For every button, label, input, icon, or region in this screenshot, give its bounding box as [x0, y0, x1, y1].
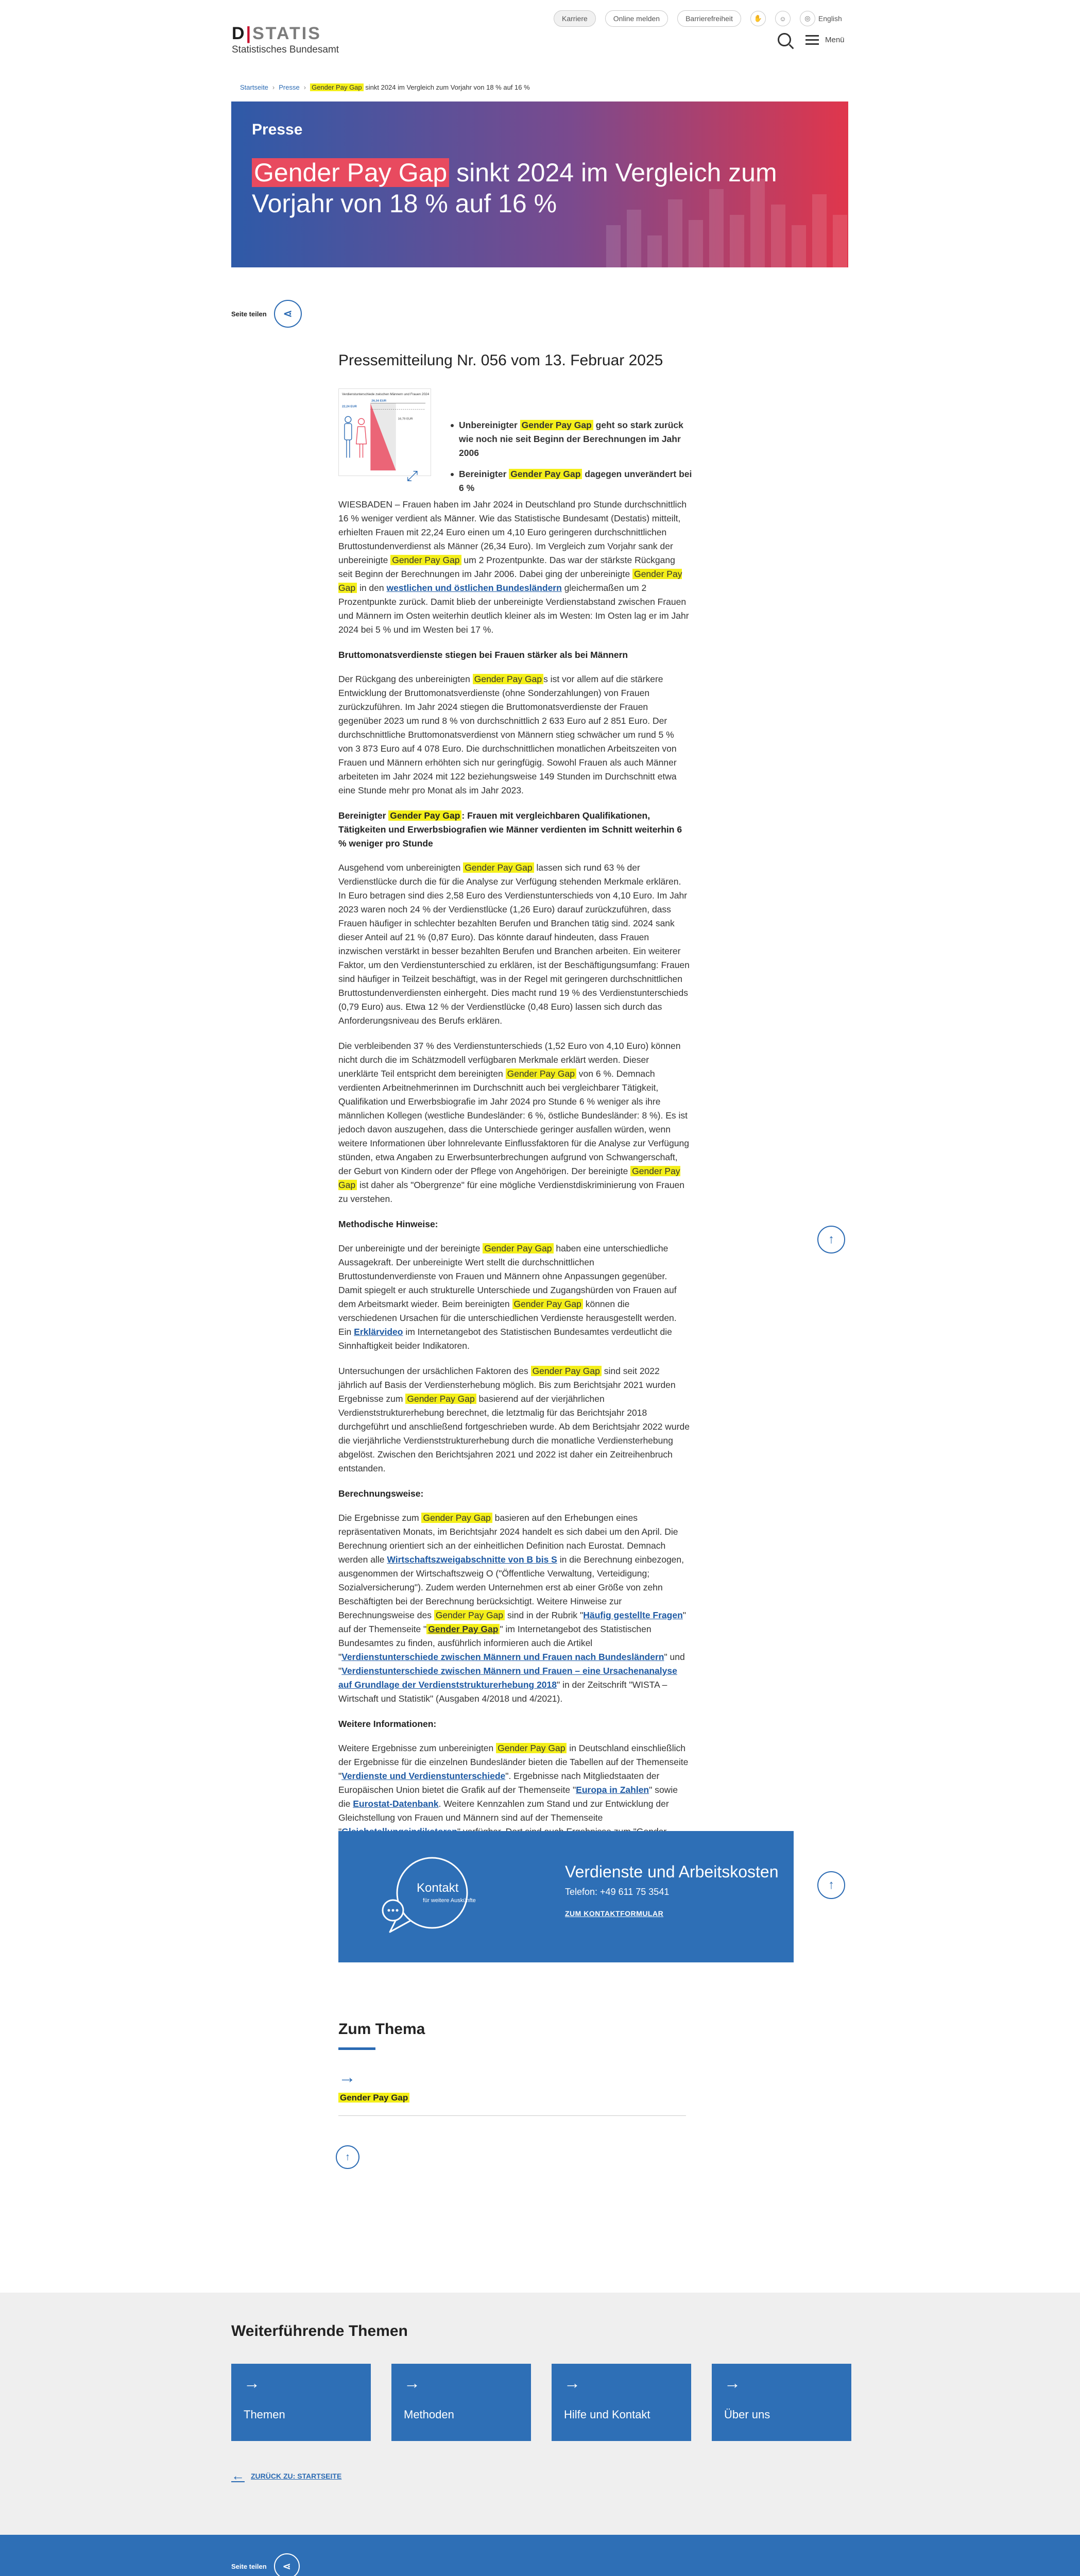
link-themenseite-gpg[interactable]: Gender Pay Gap — [426, 1624, 500, 1634]
search-icon[interactable] — [778, 33, 791, 46]
arrow-right-icon: → — [244, 2374, 260, 2392]
highlight: Gender Pay Gap — [509, 469, 582, 479]
text: Gender Pay Gap — [483, 1243, 553, 1253]
text: Gender Pay Gap — [463, 862, 534, 873]
text: in Deutschland einschließlich der Ergebnisse für die einzelnen Bundesländer bieten die Tabellen auf der Themenseite " — [338, 1743, 689, 1781]
arrow-right-icon: → — [564, 2374, 580, 2392]
tile-themen[interactable] — [231, 2364, 371, 2441]
back-to-top-button[interactable] — [817, 1226, 845, 1253]
related-title: Zum Thema — [338, 2021, 425, 2038]
text: Bereinigter — [459, 469, 509, 479]
text: sind seit 2022 jährlich auf Basis der Verdiensterhebung möglich. Bis zum Berichtsjahr 2021 wurden Ergebnisse zum — [338, 1366, 676, 1404]
tile-label: Methoden — [404, 2408, 454, 2421]
share-label: Seite teilen — [231, 310, 267, 318]
paragraph — [338, 1364, 690, 1476]
subheading — [338, 809, 690, 851]
text: Gender Pay Gap — [473, 674, 543, 684]
paragraph — [338, 498, 690, 637]
breadcrumb-current — [310, 83, 530, 91]
back-to-top-button[interactable] — [336, 2145, 359, 2169]
related-topic — [338, 2021, 686, 2116]
decorative-bars — [601, 168, 848, 267]
title-highlight: Gender Pay Gap — [252, 158, 449, 187]
share-control — [231, 300, 302, 328]
title-rest: sinkt 2024 im Vergleich zum Vorjahr von 18 % auf 16 % — [252, 158, 777, 218]
tile-ueber-uns[interactable] — [712, 2364, 851, 2441]
tile-label: Hilfe und Kontakt — [564, 2408, 650, 2421]
text: geht so stark zurück wie noch nie seit Beginn der Berechnungen im Jahr 2006 — [459, 420, 683, 458]
hero-banner — [231, 101, 848, 267]
arrow-up-icon: ↑ — [345, 2151, 350, 2163]
logo-subtitle: Statistisches Bundesamt — [232, 44, 339, 55]
text: lassen sich rund 63 % der Verdienstlücke durch die für die Analyse zur Verfügung stehenden Merkmale erklären. In Euro betragen sind dies 2,58 Euro des Verdienstunterschieds von 4,10 Euro. Im Jahr 2023 waren noch 24 % der Verdienstlücke (1,26 Euro) darauf zurückzuführen, dass Frauen häufiger in schlechter bezahlten Berufen und Branchen tätig sind. 2024 sank dieser Anteil auf 21 % (0,87 Euro). Das könnte darauf hindeuten, dass Frauen inzwischen verstärkt in besser bezahlten Berufen und Branchen arbeiten. Ein weiterer Faktor, um den Verdienstunterschied zu erklären, ist der Beschäftigungsumfang: Frauen sind häufiger in Teilzeit beschäftigt, was in der Regel mit geringeren durchschnittlichen Bruttostundenverdiensten einhergeht. Dies macht rund 19 % des Verdienstunterschieds (0,79 Euro) aus. Etwa 12 % der Verdienstlücke (0,48 Euro) lassen sich durch das Anforderungsniveau des Berufs erklären. — [338, 862, 690, 1026]
link-eurostat[interactable]: Eurostat-Datenbank — [353, 1799, 439, 1809]
highlight: Gender Pay Gap — [520, 420, 593, 430]
link-bundeslaender[interactable]: westlichen und östlichen Bundesländern — [386, 583, 562, 593]
text: Gender Pay Gap — [512, 1299, 583, 1309]
text: WIESBADEN – Frauen haben im Jahr 2024 in Deutschland pro Stunde durchschnittlich 16 % weniger verdient als Männer. Wie das Statistische Bundesamt (Destatis) mitteilt, erhielten Frauen mit 22,24 Euro einen um 4,10 Euro geringeren durchschnittlichen Bruttostundenverdienst als Männer (26,34 Euro). Im Vergleich zum Vorjahr sank der unbereinigte — [338, 499, 687, 565]
arrow-left-icon: ← — [231, 2468, 245, 2483]
back-to-start-link[interactable] — [231, 2468, 341, 2484]
thumb-value-maenner: 26,34 EUR — [371, 399, 387, 403]
text: von 6 %. Demnach verdienten Arbeitnehmerinnen im Durchschnitt auch bei vergleichbarer Tätigkeit, Qualifikation und Erwerbsbiografie im Jahr 2024 pro Stunde 6 % weniger als ihre männlichen Kollegen (westliche Bundesländer: 6 %, östliche Bundesländer: 8 %). Es ist jedoch davon auszugehen, dass die Unterschiede geringer ausfallen würden, wenn weitere Informationen über lohnrelevante Einflussfaktoren für die Analyse zur Verfügung stünden, etwa Angaben zu Erwerbsunterbrechungen aufgrund von Schwangerschaft, der Geburt von Kindern oder der Pflege von Angehörigen. Der bereinigte — [338, 1069, 689, 1176]
text: " in der Zeitschrift "WISTA – Wirtschaft und Statistik" (Ausgaben 4/2018 und 4/2021). — [338, 1680, 667, 1704]
service-nav — [554, 10, 842, 27]
paragraph — [338, 672, 690, 798]
text: Der Rückgang des unbereinigten — [338, 674, 473, 684]
thumb-title: Verdienstunterschiede zwischen Männern und Frauen 2024 — [341, 392, 430, 396]
text: ist daher als "Obergrenze" für eine mögliche Verdienstdiskriminierung von Frauen zu verstehen. — [338, 1180, 685, 1204]
hamburger-icon — [805, 39, 819, 41]
text: Die Ergebnisse zum — [338, 1513, 422, 1523]
paragraph — [338, 861, 690, 1028]
bubble-title: Kontakt — [417, 1881, 459, 1895]
text: Ausgehend vom unbereinigten — [338, 862, 464, 873]
text: Gender Pay Gap — [388, 810, 461, 821]
text: " im Internetangebot des Statistischen Bundesamtes zu finden, ausführlich informieren auch die Artikel " — [338, 1624, 652, 1662]
arrow-up-icon: ↑ — [828, 1232, 834, 1246]
text: Bereinigter — [338, 810, 389, 821]
logo-wordmark-left: D — [232, 24, 246, 43]
subheading: Berechnungsweise: — [338, 1488, 424, 1499]
subheading: Bruttomonatsverdienste stiegen bei Frauen stärker als bei Männern — [338, 650, 628, 660]
text: können die verschiedenen Ursachen für die unterschiedlichen Verdienste herausgestellt werden. Ein — [338, 1299, 677, 1337]
arrow-right-icon: → — [724, 2374, 741, 2392]
footer-share — [231, 2553, 300, 2576]
contact-phone[interactable]: Telefon: +49 611 75 3541 — [565, 1887, 670, 1897]
link-europa-in-zahlen[interactable]: Europa in Zahlen — [576, 1785, 649, 1795]
speech-bubble-icon — [381, 1855, 476, 1937]
text: Der unbereinigte und der bereinigte — [338, 1243, 483, 1253]
tile-hilfe-kontakt[interactable] — [552, 2364, 691, 2441]
text: ". Ergebnisse nach Mitgliedstaaten der Europäischen Union bietet die Grafik auf der Themenseite " — [338, 1771, 660, 1795]
text: in den — [357, 583, 387, 593]
key-fact — [451, 467, 693, 495]
title-underline — [338, 2047, 375, 2050]
header-tools — [778, 33, 845, 46]
intro-block — [338, 384, 690, 502]
key-facts — [451, 418, 693, 502]
text: basierend auf der vierjährlichen Verdienststrukturerhebung berechnet, die letztmalig für das Berichtsjahr 2018 durchgeführt und anschließend fortgeschrieben wurde. Ab dem Berichtsjahr 2022 wurde die vierjährliche Verdienststrukturerhebung durch die monatliche Verdiensterhebung abgelöst. Zwischen den Berichtsjahren 2021 und 2022 ist daher ein Zeitreihenbruch entstanden. — [338, 1394, 690, 1473]
text: Gender Pay Gap — [338, 569, 682, 593]
text: um 2 Prozentpunkte. Das war der stärkste Rückgang seit Beginn der Berechnungen im Jahr 2006. Dabei ging der unbereinigte — [338, 555, 675, 579]
logo-mark: | — [246, 24, 253, 43]
topic-tiles — [231, 2364, 851, 2441]
share-label: Seite teilen — [231, 2562, 267, 2570]
text: Gender Pay Gap — [338, 1166, 680, 1190]
language-switch[interactable] — [800, 11, 842, 26]
text: Gender Pay Gap — [405, 1394, 476, 1404]
infographic-thumbnail[interactable] — [338, 388, 431, 476]
breadcrumb-current-text: sinkt 2024 im Vergleich zum Vorjahr von 18 % auf 16 % — [363, 83, 530, 91]
related-tag-link[interactable]: Gender Pay Gap — [338, 2093, 409, 2103]
contact-form-link[interactable]: ZUM KONTAKTFORMULAR — [565, 1909, 664, 1918]
text: im Internetangebot des Statistischen Bundesamtes verdeutlicht die Sinnhaftigkeit beider Indikatoren. — [338, 1327, 672, 1351]
text: Gender Pay Gap — [434, 1610, 505, 1620]
text: Gender Pay Gap — [506, 1069, 576, 1079]
thumb-value-gap: 16,79 EUR — [398, 417, 413, 421]
text: Gender Pay Gap — [496, 1743, 567, 1753]
link-faq[interactable]: Häufig gestellte Fragen — [583, 1610, 683, 1620]
tile-methoden[interactable] — [391, 2364, 531, 2441]
text: " auf der Themenseite " — [338, 1610, 686, 1634]
text: dagegen unverändert bei 6 % — [459, 469, 692, 493]
expand-icon[interactable]: ⤢ — [406, 468, 418, 484]
key-fact — [451, 418, 693, 460]
bubble-subtitle: für weitere Auskünfte — [423, 1897, 476, 1904]
text: Unbereinigter — [459, 420, 520, 430]
site-footer — [0, 2535, 1080, 2576]
destatis-logo[interactable] — [232, 25, 339, 56]
link-erklaervideo[interactable]: Erklärvideo — [354, 1327, 403, 1337]
sign-language-icon[interactable]: ✋ — [750, 11, 766, 26]
language-label: English — [818, 14, 842, 23]
text: basieren auf den Erhebungen eines repräsentativen Monats, im Berichtsjahr 2024 handelt es sich dabei um den April. Die Berechnung orientiert sich an der einheitlichen Definition nach Eurostat. Demnach werden alle — [338, 1513, 678, 1565]
contact-box — [338, 1831, 794, 1962]
breadcrumb-separator: › — [272, 83, 275, 91]
hero-kicker: Presse — [252, 121, 303, 138]
paragraph — [338, 1511, 690, 1706]
thumb-value-frauen: 22,24 EUR — [341, 405, 357, 409]
text: in die Berechnung einbezogen, ausgenommen der Wirtschaftszweig O ("Öffentliche Verwaltung, Verteidigung; Sozialversicherung"). Zudem werden Unternehmen erst ab einer Größe von zehn Beschäftigten bei der Berechnung berücksichtigt. Weitere Hinweise zur Berechnungsweise des — [338, 1554, 684, 1620]
text: Gender Pay Gap — [390, 555, 461, 565]
link-wista-ursachenanalyse[interactable]: Verdienstunterschiede zwischen Männern und Frauen – eine Ursachenanalyse auf Grundlage der Verdienststrukturerhebung 2018 — [338, 1666, 677, 1690]
text: Gender Pay Gap — [531, 1366, 602, 1376]
tile-label: Über uns — [724, 2408, 770, 2421]
link-wista-bundeslaender[interactable]: Verdienstunterschiede zwischen Männern und Frauen nach Bundesländern — [341, 1652, 664, 1662]
divider — [338, 2115, 686, 2116]
text: Untersuchungen der ursächlichen Faktoren des — [338, 1366, 531, 1376]
link-verdienste[interactable]: Verdienste und Verdienstunterschiede — [341, 1771, 506, 1781]
paragraph — [338, 1242, 690, 1353]
menu-label: Menü — [825, 35, 845, 44]
text: . Weitere Kennzahlen zum Stand und zur Entwicklung der Gleichstellung von Frauen und Männern sind auf der Themenseite — [338, 1799, 669, 1823]
link-wirtschaftszweige[interactable]: Wirtschaftszweigabschnitte von B bis S — [387, 1554, 557, 1565]
text: Weitere Ergebnisse zum unbereinigten — [338, 1743, 496, 1753]
tile-label: Themen — [244, 2408, 285, 2421]
breadcrumb-separator: › — [303, 83, 306, 91]
text: Die verbleibenden 37 % des Verdienstunterschieds (1,52 Euro von 4,10 Euro) können nicht durch die im Schätzmodell verfügbaren Merkmale erklärt werden. Dieser unerklärte Teil entspricht dem bereinigten — [338, 1041, 681, 1079]
easy-language-icon[interactable]: ☺ — [775, 11, 791, 26]
breadcrumb — [240, 83, 530, 91]
press-release-article — [338, 351, 690, 1864]
barrierefreiheit-link[interactable]: Barrierefreiheit — [677, 10, 741, 27]
back-label: ZURÜCK ZU: STARTSEITE — [251, 2471, 342, 2480]
arrow-right-icon: → — [404, 2374, 420, 2392]
further-title: Weiterführende Themen — [231, 2323, 408, 2340]
text: gleichermaßen um 2 Prozentpunkte zurück. Damit blieb der unbereinigte Verdienstabstand zwischen Frauen und Männern im Osten weiterhin deutlich kleiner als im Westen: Im Osten lag er im Jahr 2024 bei 5 % und im Westen bei 17 %. — [338, 583, 689, 635]
subheading: Methodische Hinweise: — [338, 1219, 438, 1229]
logo-wordmark-right: STATIS — [252, 24, 321, 43]
karriere-link[interactable]: Karriere — [554, 10, 596, 27]
further-topics — [0, 2293, 1080, 2535]
share-icon[interactable]: ⋖ — [274, 2553, 300, 2576]
arrow-up-icon: ↑ — [828, 1878, 834, 1892]
text: sind in der Rubrik " — [505, 1610, 584, 1620]
text: haben eine unterschiedliche Aussagekraft. Der unbereinigte Wert stellt die durchschnittlichen Bruttostundenverdienste von Frauen und Männern ohne Anpassungen gegenüber. Damit spiegelt er auch strukturelle Unterschiede und Zugangshürden von Frauen auf dem Arbeitsmarkt wieder. Beim bereinigten — [338, 1243, 677, 1309]
back-to-top-button[interactable] — [817, 1871, 845, 1899]
text: " sowie die — [338, 1785, 678, 1809]
arrow-right-icon[interactable]: → — [338, 2067, 356, 2087]
press-release-heading: Pressemitteilung Nr. 056 vom 13. Februar 2025 — [338, 352, 663, 369]
breadcrumb-presse[interactable]: Presse — [279, 83, 300, 91]
globe-icon: ◎ — [800, 11, 815, 26]
site-header — [0, 0, 1080, 72]
contact-title: Verdienste und Arbeitskosten — [565, 1862, 779, 1881]
text: " und " — [338, 1652, 685, 1676]
share-icon[interactable]: ⋖ — [274, 300, 302, 328]
subheading: Weitere Informationen: — [338, 1719, 437, 1729]
breadcrumb-startseite[interactable]: Startseite — [240, 83, 268, 91]
menu-button[interactable] — [805, 36, 845, 44]
text: s ist vor allem auf die stärkere Entwicklung der Bruttomonatsverdienste (ohne Sonderzahlungen) von Frauen zurückzuführen. Im Jahr 2024 stiegen die Bruttomonatsverdienste der Frauen gegenüber 2023 um rund 8 % von durchschnittlich 2 633 Euro auf 2 851 Euro. Der durchschnittliche Bruttomonatsverdienst von Männern stieg schwächer um rund 5 % von 3 873 Euro auf 4 078 Euro. Die durchschnittlichen monatlichen Arbeitszeiten von Frauen und Männern erhöhten sich nur geringfügig. Sowohl Frauen als auch Männer arbeiteten im Jahr 2024 mit 122 beziehungsweise 149 Stunden im Durchschnitt etwa eine Stunde mehr pro Monat als im Jahr 2023. — [338, 674, 677, 795]
text: Gender Pay Gap — [421, 1513, 492, 1523]
online-melden-link[interactable]: Online melden — [605, 10, 668, 27]
breadcrumb-highlight: Gender Pay Gap — [310, 83, 364, 91]
text: : Frauen mit vergleichbaren Qualifikationen, Tätigkeiten und Erwerbsbiografien wie Männer verdienten im Schnitt weiterhin 6 % weniger pro Stunde — [338, 810, 682, 849]
paragraph — [338, 1039, 690, 1206]
